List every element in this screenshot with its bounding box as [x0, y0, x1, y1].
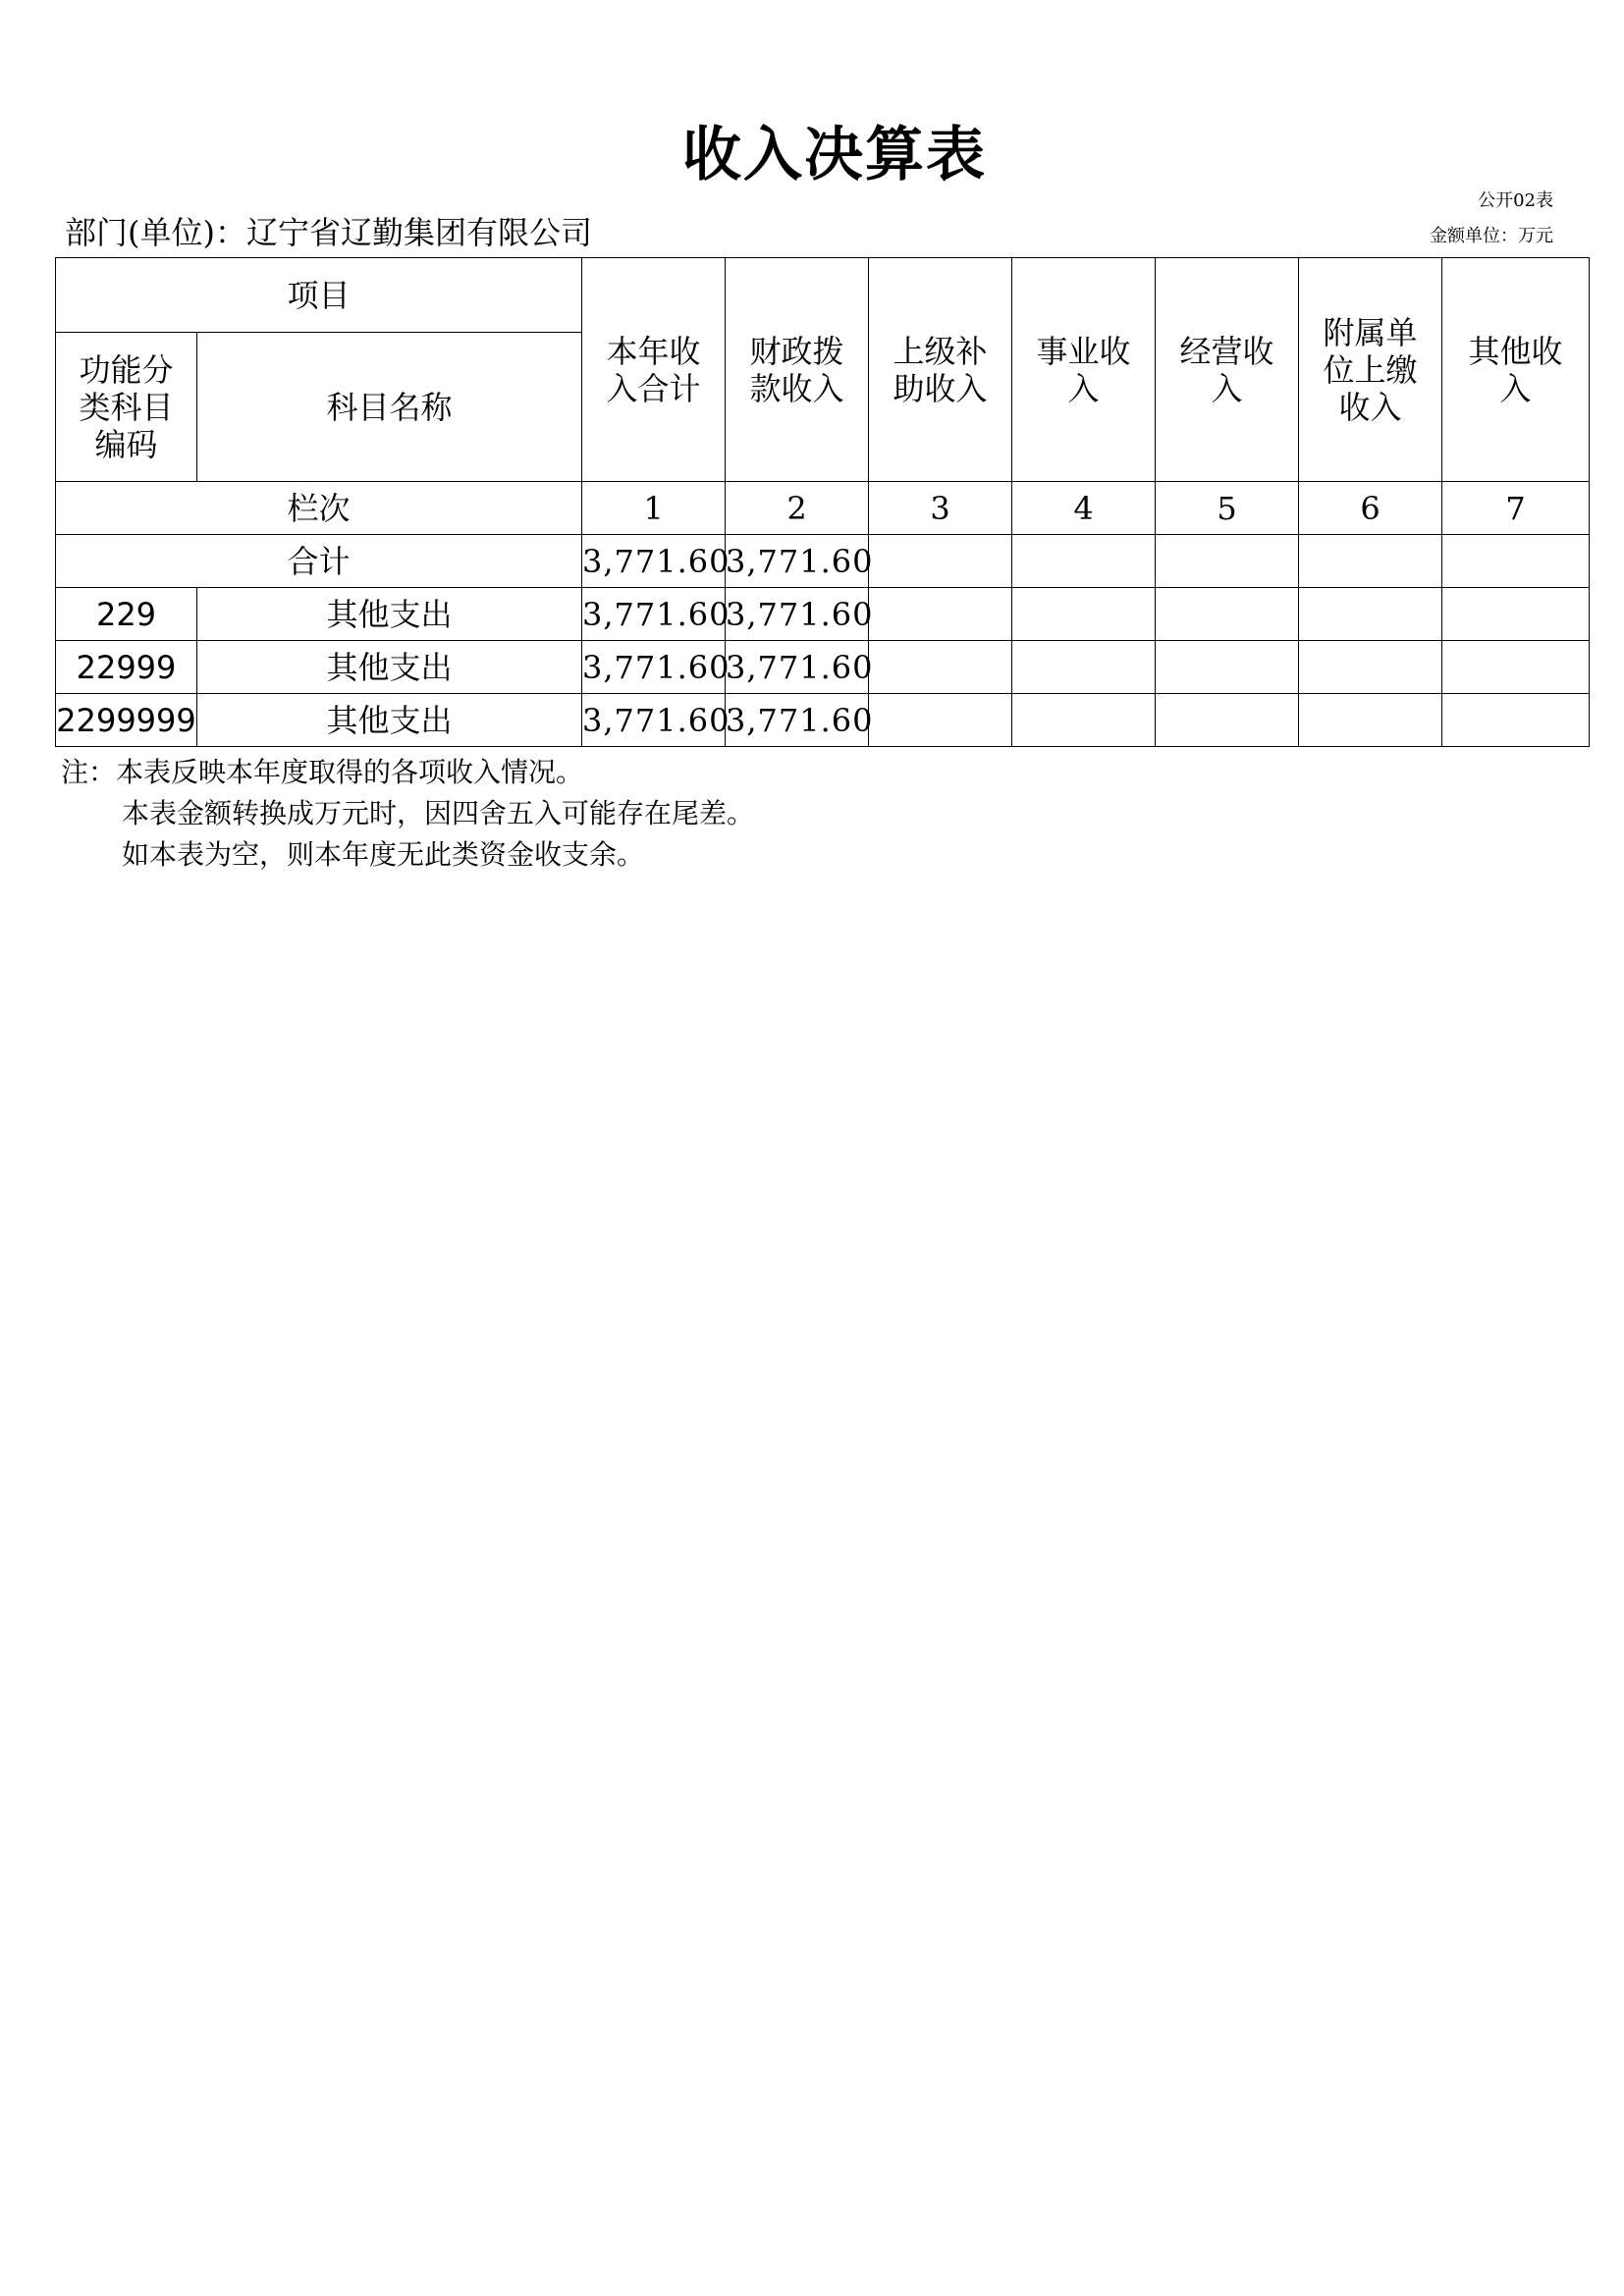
row-value	[1156, 694, 1299, 747]
row-value	[1442, 641, 1590, 694]
table-row	[56, 694, 1590, 747]
row-value	[869, 694, 1012, 747]
row-value	[1442, 694, 1590, 747]
row-value	[1442, 588, 1590, 641]
table-row	[56, 641, 1590, 694]
note-line: 如本表为空，则本年度无此类资金收支余。	[122, 838, 645, 871]
total-value-2: 3,771.60	[726, 535, 869, 588]
row-name: 其他支出	[197, 588, 582, 641]
note-line: 注：本表反映本年度取得的各项收入情况。	[61, 756, 584, 788]
row-value: 3,771.60	[726, 588, 869, 641]
row-name: 其他支出	[197, 641, 582, 694]
total-value-7	[1442, 535, 1590, 588]
header-col-6: 附属单位上缴收入	[1299, 258, 1442, 482]
total-value-5	[1156, 535, 1299, 588]
total-value-3	[869, 535, 1012, 588]
total-value-6	[1299, 535, 1442, 588]
column-index-1: 1	[582, 482, 726, 535]
row-value: 3,771.60	[582, 588, 726, 641]
column-index-7: 7	[1442, 482, 1590, 535]
income-table	[55, 257, 1590, 747]
row-code: 229	[56, 588, 197, 641]
column-index-3: 3	[869, 482, 1012, 535]
column-index-6: 6	[1299, 482, 1442, 535]
header-col-7: 其他收入	[1442, 258, 1590, 482]
row-value: 3,771.60	[582, 641, 726, 694]
row-value: 3,771.60	[726, 641, 869, 694]
department-label: 部门(单位)：辽宁省辽勤集团有限公司	[65, 214, 592, 251]
row-value	[1012, 694, 1156, 747]
form-number: 公开02表	[1478, 190, 1553, 211]
row-value	[869, 641, 1012, 694]
row-value	[1299, 588, 1442, 641]
header-col-4: 事业收入	[1012, 258, 1156, 482]
column-index-4: 4	[1012, 482, 1156, 535]
header-col-2: 财政拨款收入	[726, 258, 869, 482]
header-col-5: 经营收入	[1156, 258, 1299, 482]
header-code: 功能分类科目编码	[56, 333, 197, 482]
page-title: 收入决算表	[682, 121, 987, 189]
row-value: 3,771.60	[582, 694, 726, 747]
column-index-row	[56, 482, 1590, 535]
row-value	[1156, 588, 1299, 641]
row-value	[1299, 694, 1442, 747]
total-value-4	[1012, 535, 1156, 588]
row-value	[1299, 641, 1442, 694]
row-value	[1012, 641, 1156, 694]
header-col-3: 上级补助收入	[869, 258, 1012, 482]
row-code: 22999	[56, 641, 197, 694]
notes	[61, 752, 754, 876]
column-index-label: 栏次	[56, 482, 582, 535]
row-value	[1156, 641, 1299, 694]
amount-unit: 金额单位：万元	[1430, 226, 1553, 246]
header-row-1	[56, 258, 1590, 333]
column-index-5: 5	[1156, 482, 1299, 535]
column-index-2: 2	[726, 482, 869, 535]
header-col-1: 本年收入合计	[582, 258, 726, 482]
row-value	[1012, 588, 1156, 641]
header-item: 项目	[56, 258, 582, 333]
row-code: 2299999	[56, 694, 197, 747]
row-name: 其他支出	[197, 694, 582, 747]
row-value	[869, 588, 1012, 641]
note-line: 本表金额转换成万元时，因四舍五入可能存在尾差。	[122, 797, 755, 829]
total-label: 合计	[56, 535, 582, 588]
total-value-1: 3,771.60	[582, 535, 726, 588]
row-value: 3,771.60	[726, 694, 869, 747]
total-row	[56, 535, 1590, 588]
header-name: 科目名称	[197, 333, 582, 482]
table-row	[56, 588, 1590, 641]
